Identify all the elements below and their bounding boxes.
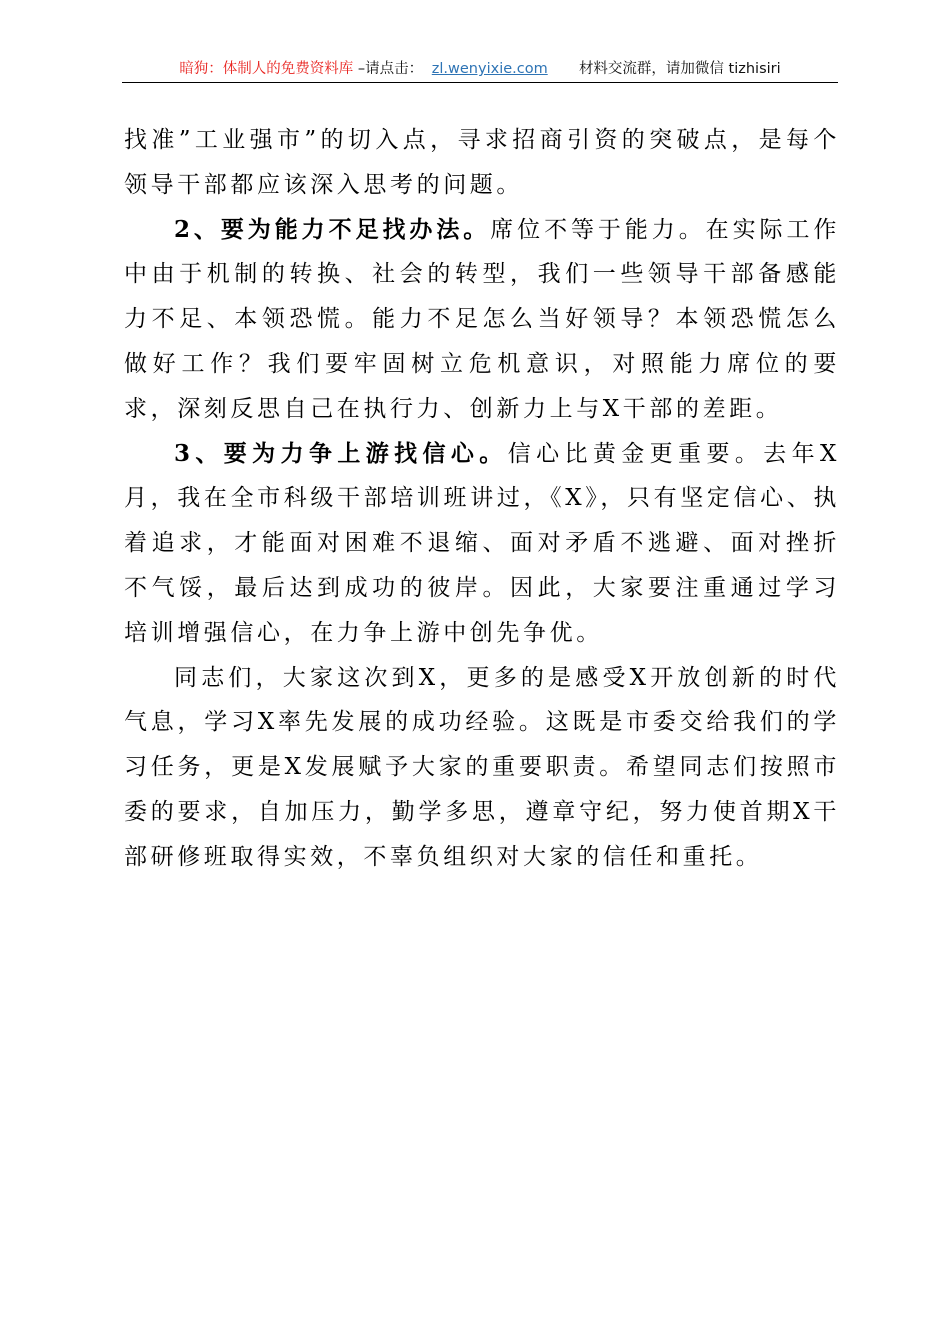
paragraph-4 (124, 656, 840, 880)
click-prompt: –请点击： (357, 61, 424, 77)
document-body (124, 118, 840, 880)
paragraph-text: 同志们，大家这次到X，更多的是感受X开放创新的时代气息，学习X率先发展的成功经验。这既是市委交给我们的学习任务，更是X发展赋予大家的重要职责。希望同志们按照市委的要求，自加压力，勤学多思，遵章守纪，努力使首期X干部研修班取得实效，不辜负组织对大家的信任和重托。 (124, 664, 840, 870)
group-contact-text: 材料交流群，请加微信 tizhisiri (578, 61, 781, 77)
website-link[interactable]: zl.wenyixie.com (431, 61, 548, 77)
brand-text: 暗狗：体制人的免费资料库 (179, 61, 354, 77)
paragraph-text: 找准”工业强市”的切入点，寻求招商引资的突破点，是每个领导干部都应该深入思考的问题。 (124, 127, 840, 198)
paragraph-2 (124, 208, 840, 432)
paragraph-text: 信心比黄金更重要。去年X月，我在全市科级干部培训班讲过，《X》，只有坚定信心、执着追求，才能面对困难不退缩、面对矛盾不逃避、面对挫折不气馁，最后达到成功的彼岸。因此，大家要注重通过学习培训增强信心，在力争上游中创先争优。 (124, 440, 840, 646)
paragraph-3 (124, 432, 840, 656)
paragraph-heading: 2、要为能力不足找办法。 (174, 215, 491, 243)
page-header (122, 56, 838, 83)
paragraph-1 (124, 118, 840, 208)
paragraph-text: 席位不等于能力。在实际工作中由于机制的转换、社会的转型，我们一些领导干部备感能力不足、本领恐慌。能力不足怎么当好领导？本领恐慌怎么做好工作？我们要牢固树立危机意识，对照能力席位的要求，深刻反思自己在执行力、创新力上与X干部的差距。 (124, 216, 840, 422)
paragraph-heading: 3、要为力争上游找信心。 (174, 439, 508, 467)
